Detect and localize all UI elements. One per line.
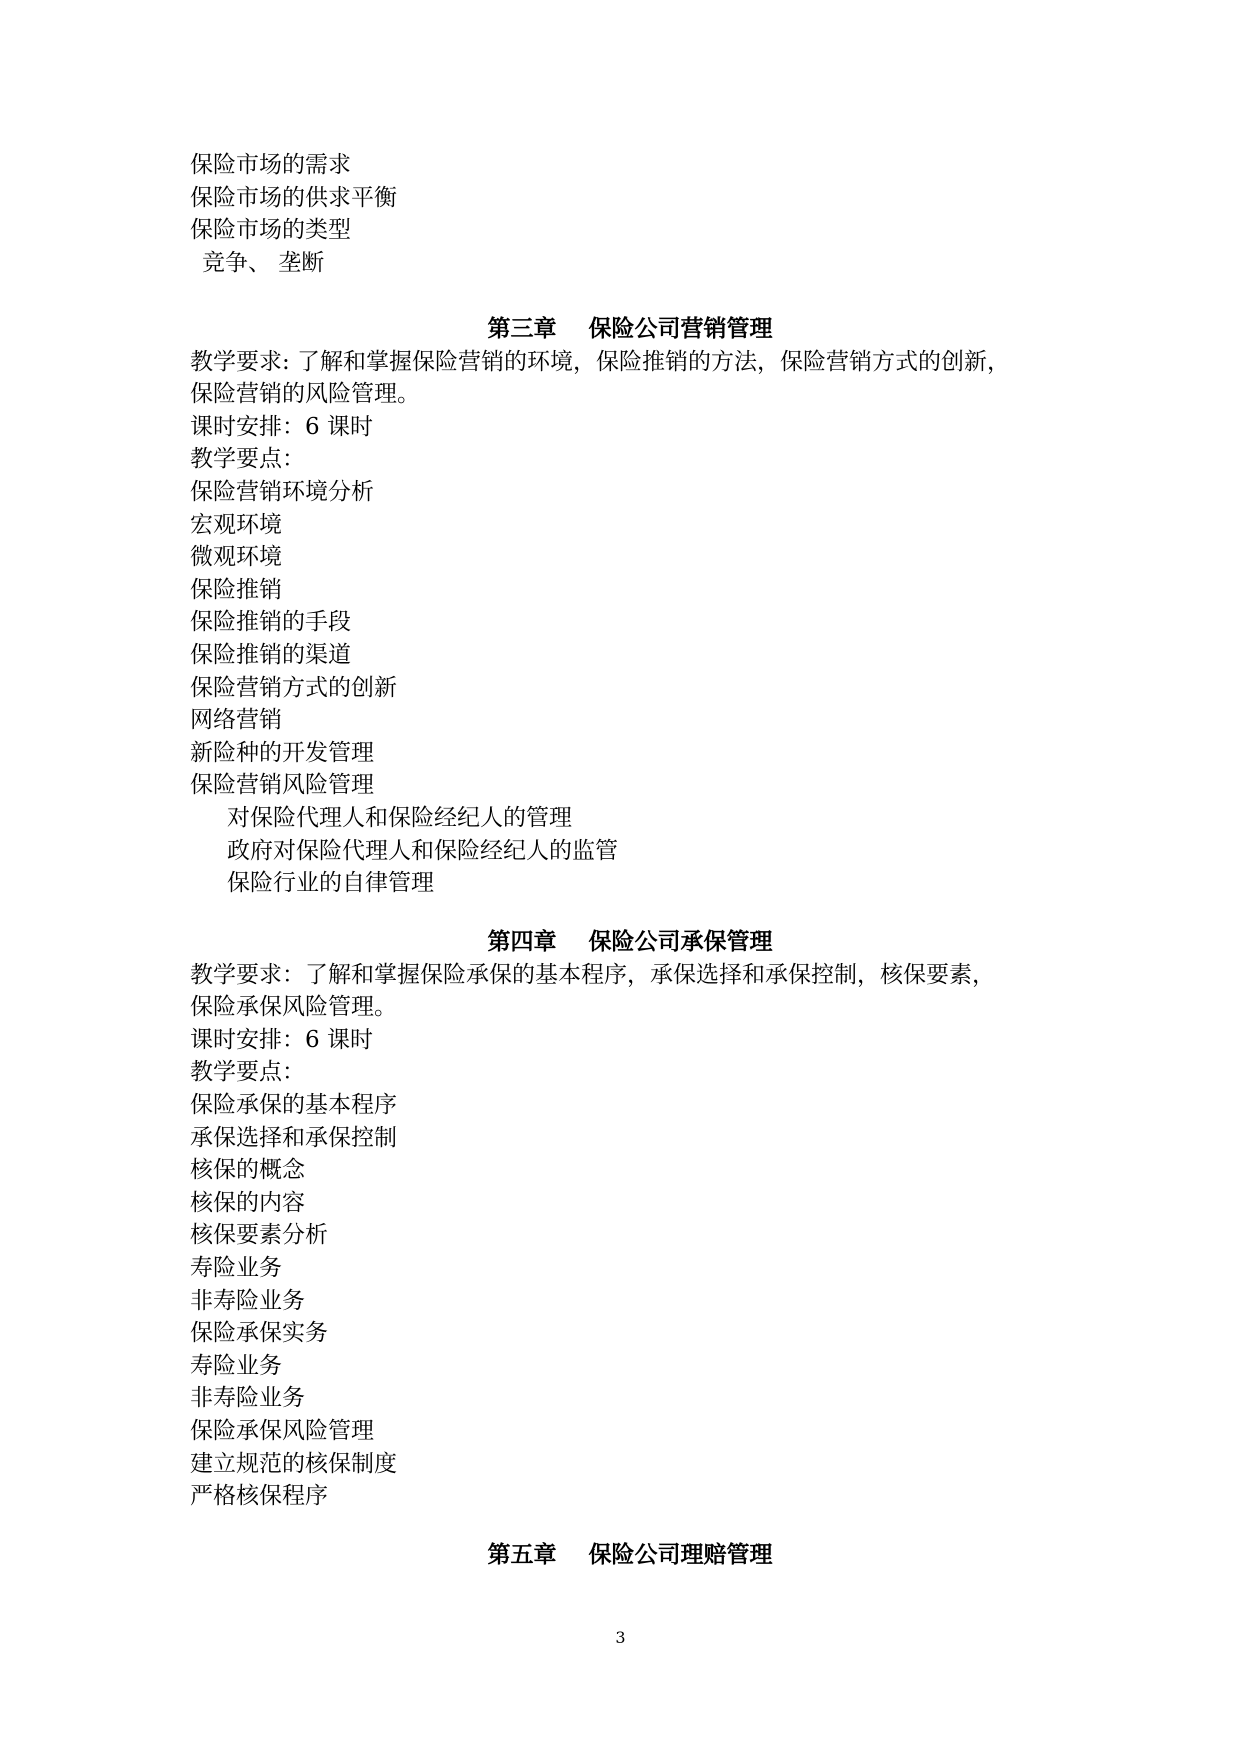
list-item: 核保要素分析: [190, 1222, 328, 1249]
page-number: 3: [615, 1628, 626, 1647]
list-item: 保险营销环境分析: [190, 478, 374, 505]
requirement-text: 保险承保风险管理。: [190, 994, 397, 1021]
list-item: 非寿险业务: [190, 1287, 305, 1314]
list-item: 政府对保险代理人和保险经纪人的监管: [227, 837, 618, 864]
list-item: 寿险业务: [190, 1352, 282, 1379]
list-item: 网络营销: [190, 707, 282, 734]
list-item: 保险承保风险管理: [190, 1417, 374, 1444]
list-item: 保险推销: [190, 576, 282, 603]
list-item: 核保的概念: [190, 1157, 305, 1184]
list-item: 保险营销方式的创新: [190, 674, 397, 701]
chapter-title: 第四章 保险公司承保管理: [487, 929, 773, 955]
list-item: 新险种的开发管理: [190, 739, 374, 766]
chapter-3-section: [190, 313, 1070, 900]
requirement-text: 教学要求：了解和掌握保险承保的基本程序，承保选择和承保控制，核保要素，: [190, 961, 995, 988]
intro-section: [190, 149, 1070, 279]
list-item: 保险营销风险管理: [190, 772, 374, 799]
list-item: 保险承保实务: [190, 1320, 328, 1347]
list-item: 承保选择和承保控制: [190, 1124, 397, 1151]
requirement-text: 保险营销的风险管理。: [190, 381, 420, 408]
list-item: 严格核保程序: [190, 1483, 328, 1510]
list-item: 保险行业的自律管理: [227, 870, 434, 897]
list-item: 对保险代理人和保险经纪人的管理: [227, 804, 572, 831]
key-points-label: 教学要点：: [190, 1059, 305, 1086]
list-item: 微观环境: [190, 544, 282, 571]
requirement-text: 教学要求: 了解和掌握保险营销的环境，保险推销的方法，保险营销方式的创新，: [190, 348, 1011, 375]
chapter-title: 第三章 保险公司营销管理: [487, 316, 773, 342]
list-item: 非寿险业务: [190, 1385, 305, 1412]
chapter-5-section: [190, 1539, 1070, 1572]
list-item: 保险承保的基本程序: [190, 1091, 397, 1118]
list-item: 核保的内容: [190, 1189, 305, 1216]
hours-text: 课时安排：6 课时: [190, 1026, 373, 1053]
list-item: 建立规范的核保制度: [190, 1450, 397, 1477]
list-item: 保险推销的渠道: [190, 641, 351, 668]
list-item: 保险推销的手段: [190, 609, 351, 636]
chapter-4-section: [190, 926, 1070, 1513]
text-line: 保险市场的类型: [190, 217, 351, 244]
list-item: 宏观环境: [190, 511, 282, 538]
text-line: 竞争、 垄断: [202, 249, 325, 276]
text-line: 保险市场的供求平衡: [190, 184, 397, 211]
key-points-label: 教学要点：: [190, 446, 305, 473]
hours-text: 课时安排：6 课时: [190, 413, 373, 440]
chapter-title: 第五章 保险公司理赔管理: [487, 1542, 773, 1568]
text-line: 保险市场的需求: [190, 152, 351, 178]
list-item: 寿险业务: [190, 1254, 282, 1281]
